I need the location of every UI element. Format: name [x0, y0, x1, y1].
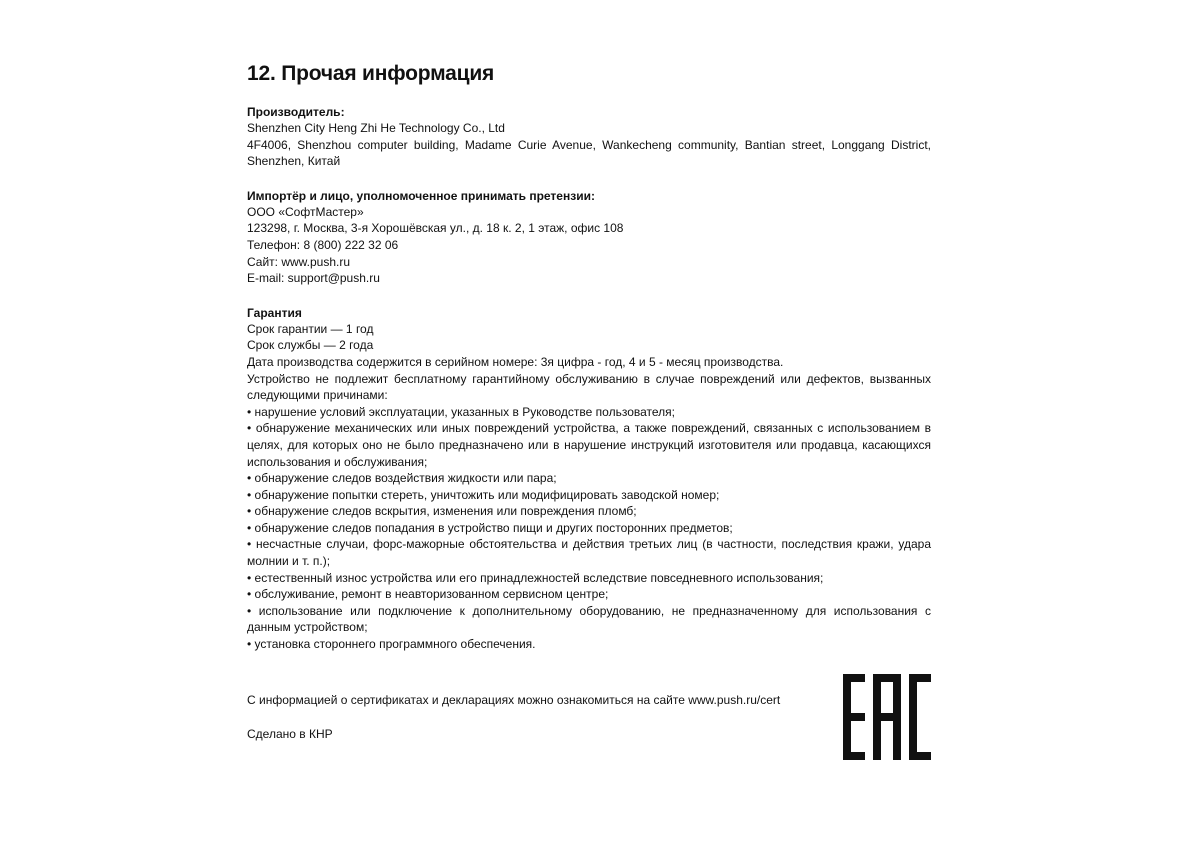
list-item: • обнаружение следов попадания в устройство пищи и других посторонних предметов; — [247, 520, 733, 535]
manufacturer-name: Shenzhen City Heng Zhi He Technology Co., Ltd — [247, 121, 505, 135]
warranty-heading: Гарантия — [247, 305, 302, 320]
list-item: • естественный износ устройства или его принадлежностей вследствие повседневного использования; — [247, 570, 824, 585]
list-item: • обнаружение механических или иных повреждений устройства, а также повреждений, связанных с использованием в целях, для которых оно не было предназначено или в нарушение инструкций изготовителя или продавца, касающихся использования и обслуживания; — [247, 421, 931, 469]
importer-heading: Импортёр и лицо, уполномоченное принимать претензии: — [247, 188, 595, 203]
importer-section — [247, 188, 931, 287]
manufacturer-section — [247, 104, 931, 170]
warranty-section — [247, 305, 931, 653]
list-item: • обнаружение следов вскрытия, изменения или повреждения пломб; — [247, 504, 637, 519]
made-in-label: Сделано в КНР — [247, 727, 333, 741]
document-page — [247, 60, 931, 653]
list-item: • обнаружение попытки стереть, уничтожить или модифицировать заводской номер; — [247, 487, 720, 502]
importer-company: ООО «СофтМастер» — [247, 204, 364, 219]
importer-address: 123298, г. Москва, 3-я Хорошёвская ул., д. 18 к. 2, 1 этаж, офис 108 — [247, 221, 624, 236]
list-item: • нарушение условий эксплуатации, указанных в Руководстве пользователя; — [247, 404, 676, 419]
importer-email: E-mail: support@push.ru — [247, 271, 380, 286]
eac-mark-icon — [843, 674, 931, 760]
list-item: • несчастные случаи, форс-мажорные обстоятельства и действия третьих лиц (в частности, последствия кражи, удара молнии и т. п.); — [247, 537, 931, 569]
list-item: • обслуживание, ремонт в неавторизованном сервисном центре; — [247, 587, 609, 602]
certificates-note: С информацией о сертификатах и декларациях можно ознакомиться на сайте www.push.ru/cert — [247, 693, 781, 707]
manufacturer-address: 4F4006, Shenzhou computer building, Madame Curie Avenue, Wankecheng community, Bantian street, Longgang District, Shenzhen, Китай — [247, 137, 931, 169]
importer-phone: Телефон: 8 (800) 222 32 06 — [247, 237, 399, 252]
importer-site: Сайт: www.push.ru — [247, 254, 351, 269]
warranty-period: Срок гарантии — 1 год — [247, 321, 374, 336]
list-item: • установка стороннего программного обеспечения. — [247, 637, 536, 652]
service-life: Срок службы — 2 года — [247, 338, 374, 353]
page-title: 12. Прочая информация — [247, 62, 495, 85]
manufacturer-heading: Производитель: — [247, 105, 345, 119]
list-item: • обнаружение следов воздействия жидкости или пара; — [247, 471, 557, 486]
list-item: • использование или подключение к дополнительному оборудованию, не предназначенному для использования с данным устройством; — [247, 603, 931, 635]
warranty-exclusions-intro: Устройство не подлежит бесплатному гарантийному обслуживанию в случае повреждений или дефектов, вызванных следующими причинами: — [247, 371, 931, 403]
production-date-note: Дата производства содержится в серийном номере: 3я цифра - год, 4 и 5 - месяц производства. — [247, 354, 784, 369]
